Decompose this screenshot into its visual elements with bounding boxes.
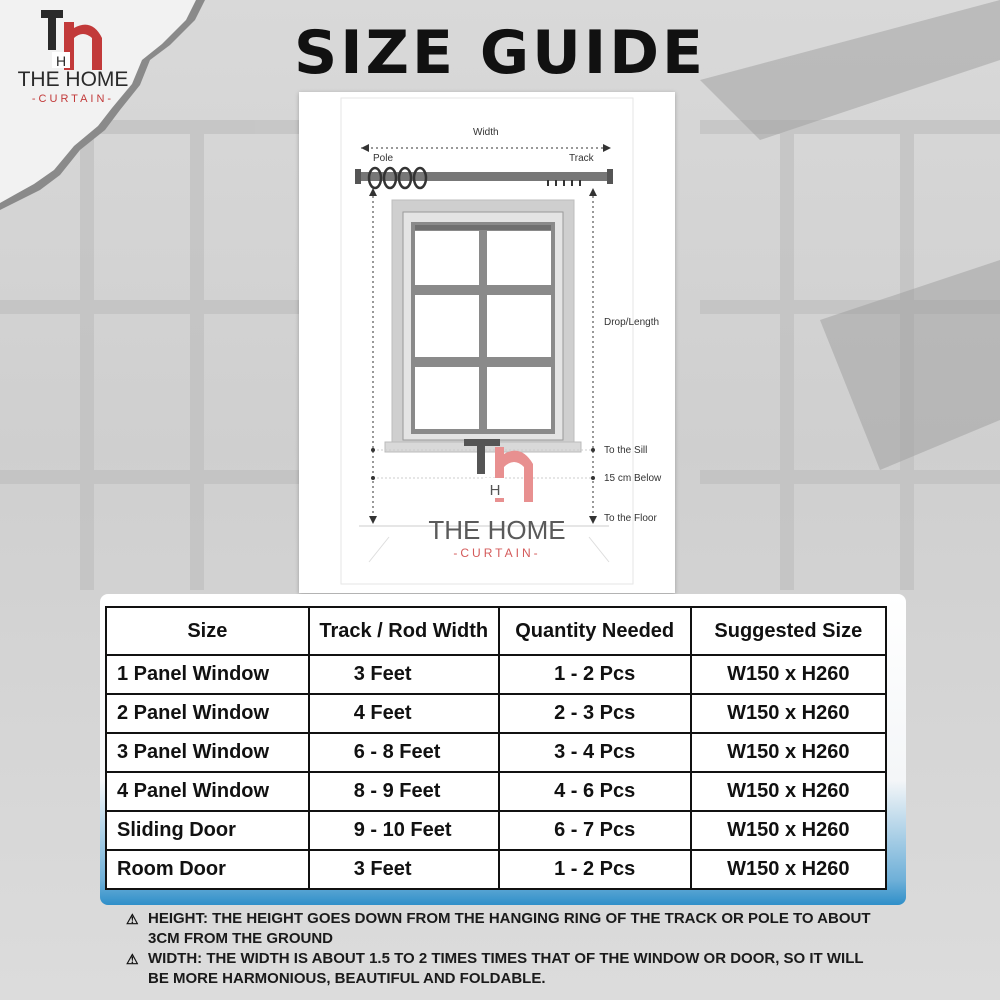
cell-track-width: 3 Feet	[353, 663, 412, 685]
brand-name: THE HOME	[17, 68, 129, 91]
table-row	[106, 694, 886, 733]
cell-suggested-size: W150 x H260	[691, 772, 886, 811]
warning-icon: ⚠	[126, 911, 139, 927]
cell-quantity: 1 - 2 Pcs	[499, 655, 691, 694]
header-quantity: Quantity Needed	[499, 607, 691, 655]
measurement-notes	[126, 909, 886, 989]
warning-icon: ⚠	[126, 951, 139, 967]
note-text: WIDTH: THE WIDTH IS ABOUT 1.5 TO 2 TIMES TIMES THAT OF THE WINDOW OR DOOR, SO IT WILL BE MORE HARMONIOUS, BEAUTIFUL AND FOLDABLE.	[148, 950, 864, 987]
watermark-brand-subtitle: -CURTAIN-	[453, 546, 541, 560]
pole-label: Pole	[373, 153, 394, 164]
cell-track-width: 8 - 9 Feet	[353, 780, 441, 802]
cell-suggested-size: W150 x H260	[691, 733, 886, 772]
size-table-panel	[100, 594, 906, 905]
to-sill-label: To the Sill	[604, 445, 648, 456]
cell-size: Room Door	[106, 850, 309, 889]
size-table	[105, 606, 887, 890]
table-row	[106, 850, 886, 889]
table-row	[106, 655, 886, 694]
note-text: HEIGHT: THE HEIGHT GOES DOWN FROM THE HANGING RING OF THE TRACK OR POLE TO ABOUT 3CM FROM THE GROUND	[148, 910, 871, 947]
cell-track-width: 4 Feet	[353, 702, 412, 724]
below-sill-label: 15 cm Below	[604, 473, 662, 484]
cell-quantity: 4 - 6 Pcs	[499, 772, 691, 811]
brand-subtitle: -CURTAIN-	[31, 93, 115, 105]
note-width	[126, 949, 886, 989]
cell-track-width: 3 Feet	[353, 858, 412, 880]
cell-quantity: 6 - 7 Pcs	[499, 811, 691, 850]
drop-length-label: Drop/Length	[604, 317, 660, 328]
cell-track-width: 9 - 10 Feet	[353, 819, 452, 841]
table-row	[106, 772, 886, 811]
cell-size: 1 Panel Window	[106, 655, 309, 694]
cell-suggested-size: W150 x H260	[691, 694, 886, 733]
table-row	[106, 733, 886, 772]
cell-size: Sliding Door	[106, 811, 309, 850]
cell-size: 3 Panel Window	[106, 733, 309, 772]
svg-text:H: H	[489, 482, 501, 499]
size-diagram	[299, 92, 675, 593]
width-label: Width	[473, 127, 499, 138]
header-track-width: Track / Rod Width	[309, 607, 499, 655]
cell-suggested-size: W150 x H260	[691, 655, 886, 694]
cell-size: 4 Panel Window	[106, 772, 309, 811]
table-header-row	[106, 607, 886, 655]
cell-quantity: 1 - 2 Pcs	[499, 850, 691, 889]
cell-quantity: 2 - 3 Pcs	[499, 694, 691, 733]
watermark-brand-name: THE HOME	[428, 515, 566, 545]
cell-size: 2 Panel Window	[106, 694, 309, 733]
header-suggested-size: Suggested Size	[691, 607, 886, 655]
cell-suggested-size: W150 x H260	[691, 811, 886, 850]
page-title: SIZE GUIDE	[293, 18, 706, 88]
cell-track-width: 6 - 8 Feet	[353, 741, 441, 763]
cell-suggested-size: W150 x H260	[691, 850, 886, 889]
svg-text:H: H	[55, 53, 67, 69]
to-floor-label: To the Floor	[604, 513, 657, 524]
track-label: Track	[569, 153, 594, 164]
header-size: Size	[106, 607, 309, 655]
table-row	[106, 811, 886, 850]
note-height	[126, 909, 886, 949]
cell-quantity: 3 - 4 Pcs	[499, 733, 691, 772]
